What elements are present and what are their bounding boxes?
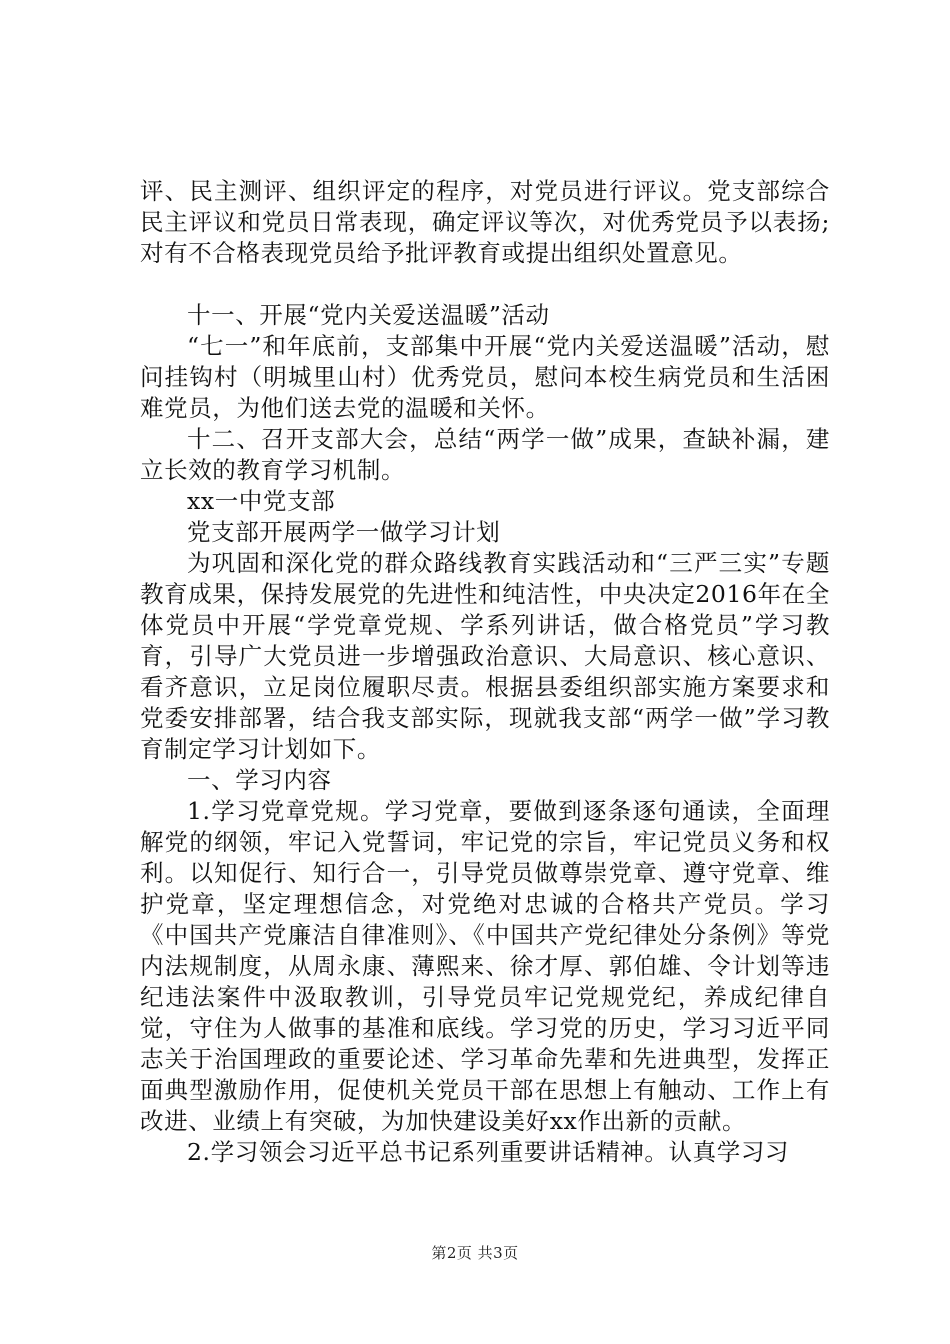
document-title: 党支部开展两学一做学习计划 — [187, 518, 501, 546]
document-body — [140, 176, 830, 1168]
section-heading-eleven: 十一、开展“党内关爱送温暖”活动 — [187, 301, 550, 329]
paragraph-introduction: 为巩固和深化党的群众路线教育实践活动和“三严三实”专题教育成果，保持发展党的先进性和纯洁性，中央决定2016年在全体党员中开展“学党章党规、学系列讲话，做合格党员”学习教育，引导广大党员进一步增强政治意识、大局意识、核心意识、看齐意识，立足岗位履职尽责。根据县委组织部实施方案要求和党委安排部署，结合我支部实际，现就我支部“两学一做”学习教育制定学习计划如下。 — [140, 549, 830, 763]
section-heading-study-content: 一、学习内容 — [187, 766, 332, 794]
paragraph-evaluation-continued: 评、民主测评、组织评定的程序，对党员进行评议。党支部综合民主评议和党员日常表现，确定评议等次，对优秀党员予以表扬;对有不合格表现党员给予批评教育或提出组织处置意见。 — [140, 177, 830, 267]
paragraph-item-one: 1.学习党章党规。学习党章，要做到逐条逐句通读，全面理解党的纲领，牢记入党誓词，牢记党的宗旨，牢记党员义务和权利。以知促行、知行合一，引导党员做尊崇党章、遵守党章、维护党章，坚定理想信念，对党绝对忠诚的合格共产党员。学习《中国共产党廉洁自律准则》、《中国共产党纪律处分条例》等党内法规制度，从周永康、薄熙来、徐才厚、郭伯雄、令计划等违纪违法案件中汲取教训，引导党员牢记党规党纪，养成纪律自觉，守住为人做事的基准和底线。学习党的历史，学习习近平同志关于治国理政的重要论述、学习革命先辈和先进典型，发挥正面典型激励作用，促使机关党员干部在思想上有触动、工作上有改进、业绩上有突破，为加快建设美好xx作出新的贡献。 — [140, 797, 830, 1135]
section-heading-twelve: 十二、召开支部大会，总结“两学一做”成果，查缺补漏，建立长效的教育学习机制。 — [140, 425, 830, 484]
page-number-footer: 第2页 共3页 — [431, 1244, 519, 1262]
signature-party-branch: xx一中党支部 — [187, 487, 336, 515]
paragraph-item-two: 2.学习领会习近平总书记系列重要讲话精神。认真学习习 — [187, 1138, 790, 1166]
paragraph-caring-activity: “七一”和年底前，支部集中开展“党内关爱送温暖”活动，慰问挂钩村（明城里山村）优秀党员，慰问本校生病党员和生活困难党员，为他们送去党的温暖和关怀。 — [140, 332, 830, 422]
